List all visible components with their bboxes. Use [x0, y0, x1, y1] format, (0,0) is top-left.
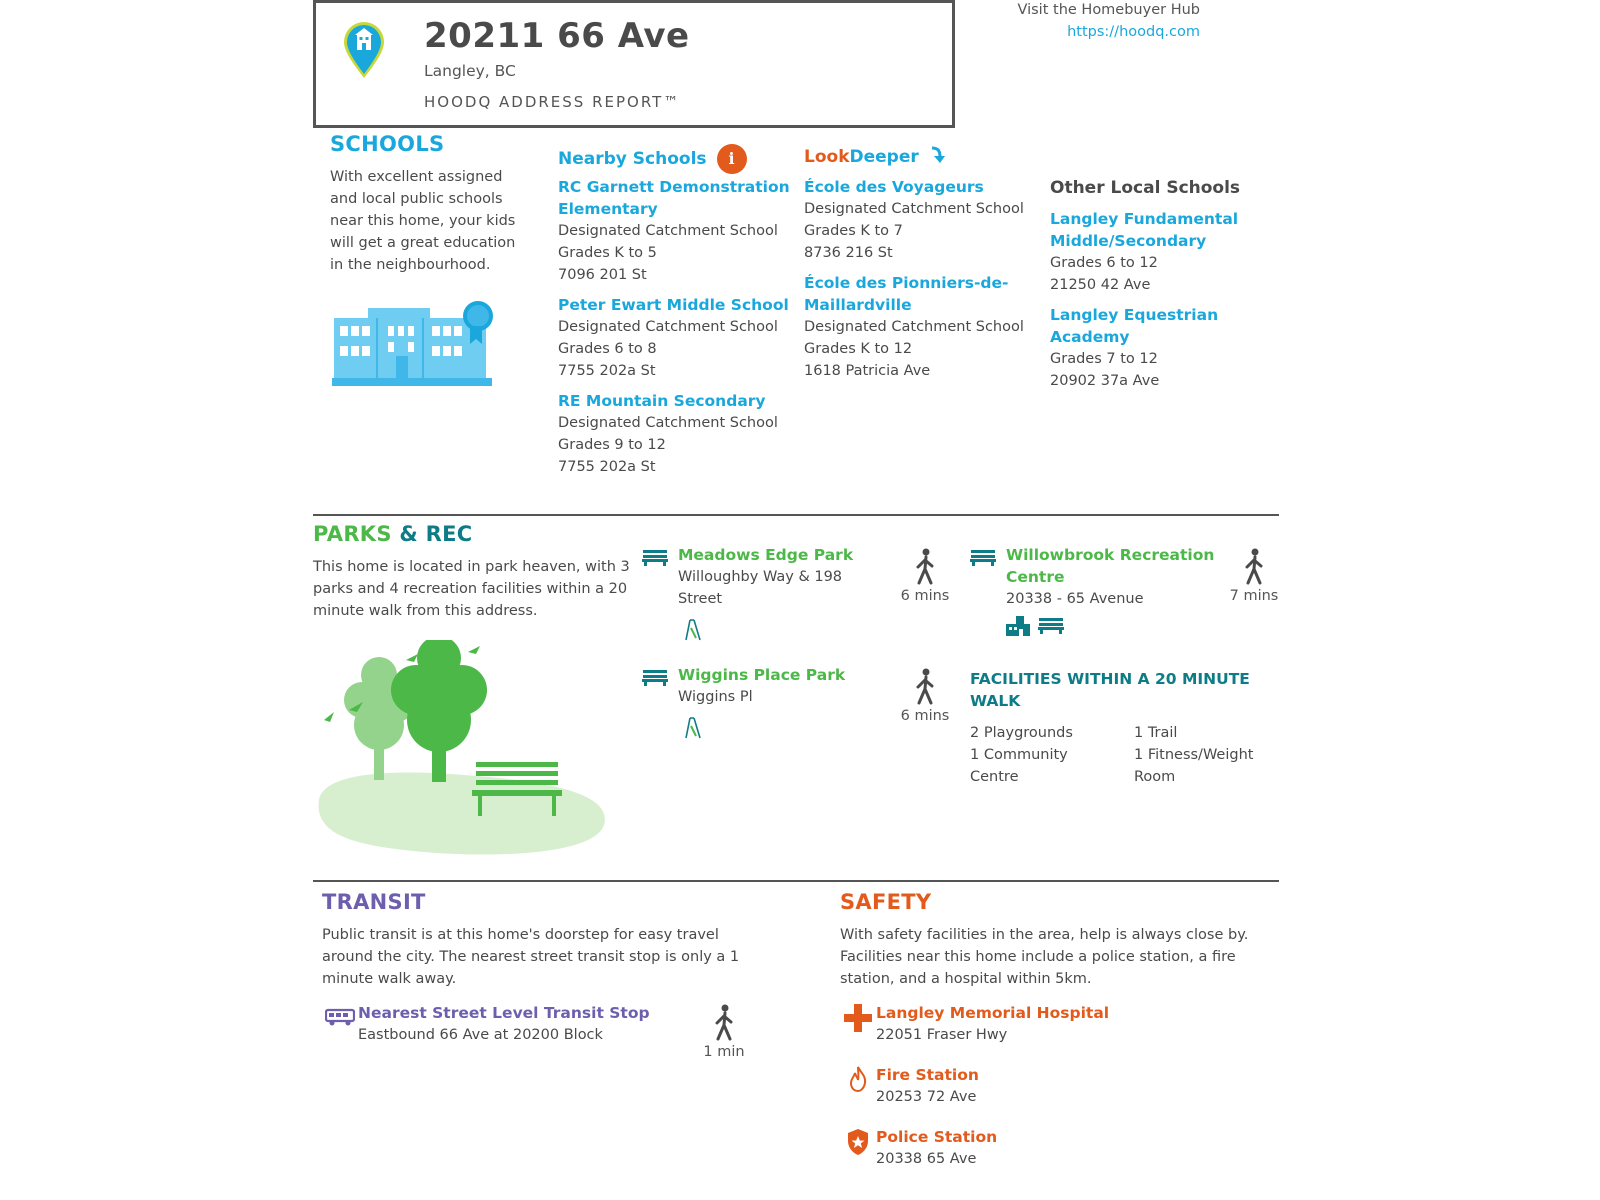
safety-item-name[interactable]: Fire Station: [876, 1066, 979, 1084]
school-grades: Grades K to 7: [804, 223, 903, 239]
homebuyer-hub-link[interactable]: https://hoodq.com: [1067, 24, 1200, 40]
safety-item-name[interactable]: Langley Memorial Hospital: [876, 1004, 1110, 1022]
school-item: [558, 390, 798, 478]
safety-item-address: 20338 65 Ave: [876, 1151, 977, 1167]
school-name[interactable]: RE Mountain Secondary: [558, 392, 766, 410]
address-city: Langley, BC: [424, 62, 516, 80]
school-address: 7755 202a St: [558, 459, 656, 475]
transit-stop: [358, 1002, 688, 1046]
park-address: Street: [678, 591, 723, 607]
school-address: 8736 216 St: [804, 245, 893, 261]
school-address: 7096 201 St: [558, 267, 647, 283]
section-divider: [313, 880, 1279, 882]
parks-title-rec: & REC: [399, 522, 473, 546]
walk-time: [694, 1004, 754, 1060]
walk-time: [1224, 548, 1284, 604]
school-item: [1050, 304, 1280, 392]
park-name[interactable]: Meadows Edge Park: [678, 546, 854, 564]
bench-icon: [642, 668, 668, 690]
safety-item-address: 20253 72 Ave: [876, 1089, 977, 1105]
school-item: [804, 176, 1044, 264]
school-grades: Grades K to 5: [558, 245, 657, 261]
other-schools-list: [1050, 208, 1280, 392]
school-item: [558, 294, 798, 382]
hospital-cross-icon: [844, 1004, 872, 1036]
park-item: [678, 544, 878, 610]
facilities-heading: FACILITIES WITHIN A 20 MINUTE WALK: [970, 670, 1250, 710]
park-illustration: [314, 640, 614, 864]
walk-time-label: 7 mins: [1229, 588, 1279, 604]
parks-title-parks: PARKS: [313, 522, 392, 546]
rec-facility-icons: [1006, 616, 1064, 636]
transit-description: Public transit is at this home's doorstep for easy travel around the city. The nearest street transit stop is only a 1 minute walk away.: [322, 927, 740, 987]
community-centre-icon: [1006, 616, 1030, 636]
safety-item: [876, 1126, 1196, 1170]
lookdeeper-deeper-label: Deeper: [849, 147, 919, 167]
location-pin-house-icon: [342, 22, 386, 84]
school-name[interactable]: Langley Fundamental Middle/Secondary: [1050, 210, 1239, 250]
safety-item: [876, 1064, 1196, 1108]
school-name[interactable]: Langley Equestrian Academy: [1050, 306, 1219, 346]
parks-section-title: [313, 522, 472, 546]
flame-icon: [849, 1066, 867, 1096]
school-address: 20902 37a Ave: [1050, 373, 1160, 389]
school-item: [1050, 208, 1280, 296]
school-grades: Grades K to 12: [804, 341, 913, 357]
park-address: 20338 - 65 Avenue: [1006, 591, 1144, 607]
school-name[interactable]: École des Voyageurs: [804, 178, 984, 196]
park-item: [678, 664, 878, 708]
playground-slide-icon: [684, 716, 704, 744]
report-label: HOODQ ADDRESS REPORT™: [424, 93, 681, 111]
school-address: 21250 42 Ave: [1050, 277, 1151, 293]
schools-section-title: SCHOOLS: [330, 132, 445, 156]
school-type: Designated Catchment School: [804, 319, 1024, 335]
schools-description: With excellent assigned and local public schools near this home, your kids will get a great education in the neighbourhood.: [330, 169, 516, 273]
school-building-icon: [332, 300, 497, 392]
facilities-list-left: 2 Playgrounds 1 Community Centre: [970, 725, 1073, 785]
school-grades: Grades 7 to 12: [1050, 351, 1158, 367]
transit-stop-name[interactable]: Nearest Street Level Transit Stop: [358, 1004, 650, 1022]
school-item: [804, 272, 1044, 382]
school-address: 7755 202a St: [558, 363, 656, 379]
safety-section-title: SAFETY: [840, 890, 932, 914]
walk-time-label: 6 mins: [900, 708, 950, 724]
bench-icon: [1038, 616, 1064, 634]
other-schools-heading: Other Local Schools: [1050, 178, 1241, 198]
school-type: Designated Catchment School: [558, 319, 778, 335]
facilities-list-right: 1 Trail 1 Fitness/Weight Room: [1134, 725, 1254, 785]
school-name[interactable]: École des Pionniers-de- Maillardville: [804, 274, 1009, 314]
walking-person-icon: [1243, 548, 1265, 586]
school-grades: Grades 9 to 12: [558, 437, 666, 453]
park-name[interactable]: Willowbrook Recreation Centre: [1006, 546, 1215, 586]
nearby-schools-list: [558, 176, 798, 478]
section-divider: [313, 514, 1279, 516]
walking-person-icon: [914, 668, 936, 706]
safety-description: With safety facilities in the area, help is always close by. Facilities near this home include a police station, a fire station, and a hospital within 5km.: [840, 927, 1249, 987]
park-name[interactable]: Wiggins Place Park: [678, 666, 846, 684]
playground-slide-icon: [684, 618, 704, 646]
transit-stop-address: Eastbound 66 Ave at 20200 Block: [358, 1027, 603, 1043]
walking-person-icon: [914, 548, 936, 586]
police-badge-icon: [846, 1128, 870, 1160]
walking-person-icon: [713, 1004, 735, 1042]
school-type: Designated Catchment School: [804, 201, 1024, 217]
school-name[interactable]: RC Garnett Demonstration Elementary: [558, 178, 790, 218]
walk-time: [895, 548, 955, 604]
park-address: Willoughby Way & 198: [678, 569, 843, 585]
safety-item-name[interactable]: Police Station: [876, 1128, 998, 1146]
school-address: 1618 Patricia Ave: [804, 363, 931, 379]
school-grades: Grades 6 to 12: [1050, 255, 1158, 271]
homebuyer-hub-label: Visit the Homebuyer Hub: [1017, 2, 1200, 18]
park-address: Wiggins Pl: [678, 689, 753, 705]
lookdeeper-look-label: Look: [804, 147, 850, 167]
transit-section-title: TRANSIT: [322, 890, 426, 914]
school-name[interactable]: Peter Ewart Middle School: [558, 296, 789, 314]
address-title: 20211 66 Ave: [424, 16, 690, 56]
bench-icon: [970, 548, 996, 570]
lookdeeper-schools-list: [804, 176, 1044, 382]
school-type: Designated Catchment School: [558, 223, 778, 239]
school-grades: Grades 6 to 8: [558, 341, 657, 357]
info-icon[interactable]: i: [717, 144, 747, 174]
school-type: Designated Catchment School: [558, 415, 778, 431]
lookdeeper-heading[interactable]: [804, 146, 945, 168]
walk-time: [895, 668, 955, 724]
nearby-schools-heading: [558, 144, 747, 174]
park-item: [1006, 544, 1216, 610]
walk-time-label: 6 mins: [900, 588, 950, 604]
walk-time-label: 1 min: [703, 1044, 745, 1060]
nearby-schools-label: Nearby Schools: [558, 149, 707, 169]
parks-description: This home is located in park heaven, with 3 parks and 4 recreation facilities within a 20 minute walk from this address.: [313, 559, 630, 619]
arrow-down-right-icon: [929, 146, 945, 168]
school-item: [558, 176, 798, 286]
bench-icon: [642, 548, 668, 570]
safety-item-address: 22051 Fraser Hwy: [876, 1027, 1008, 1043]
safety-item: [876, 1002, 1196, 1046]
bus-icon: [325, 1008, 355, 1030]
